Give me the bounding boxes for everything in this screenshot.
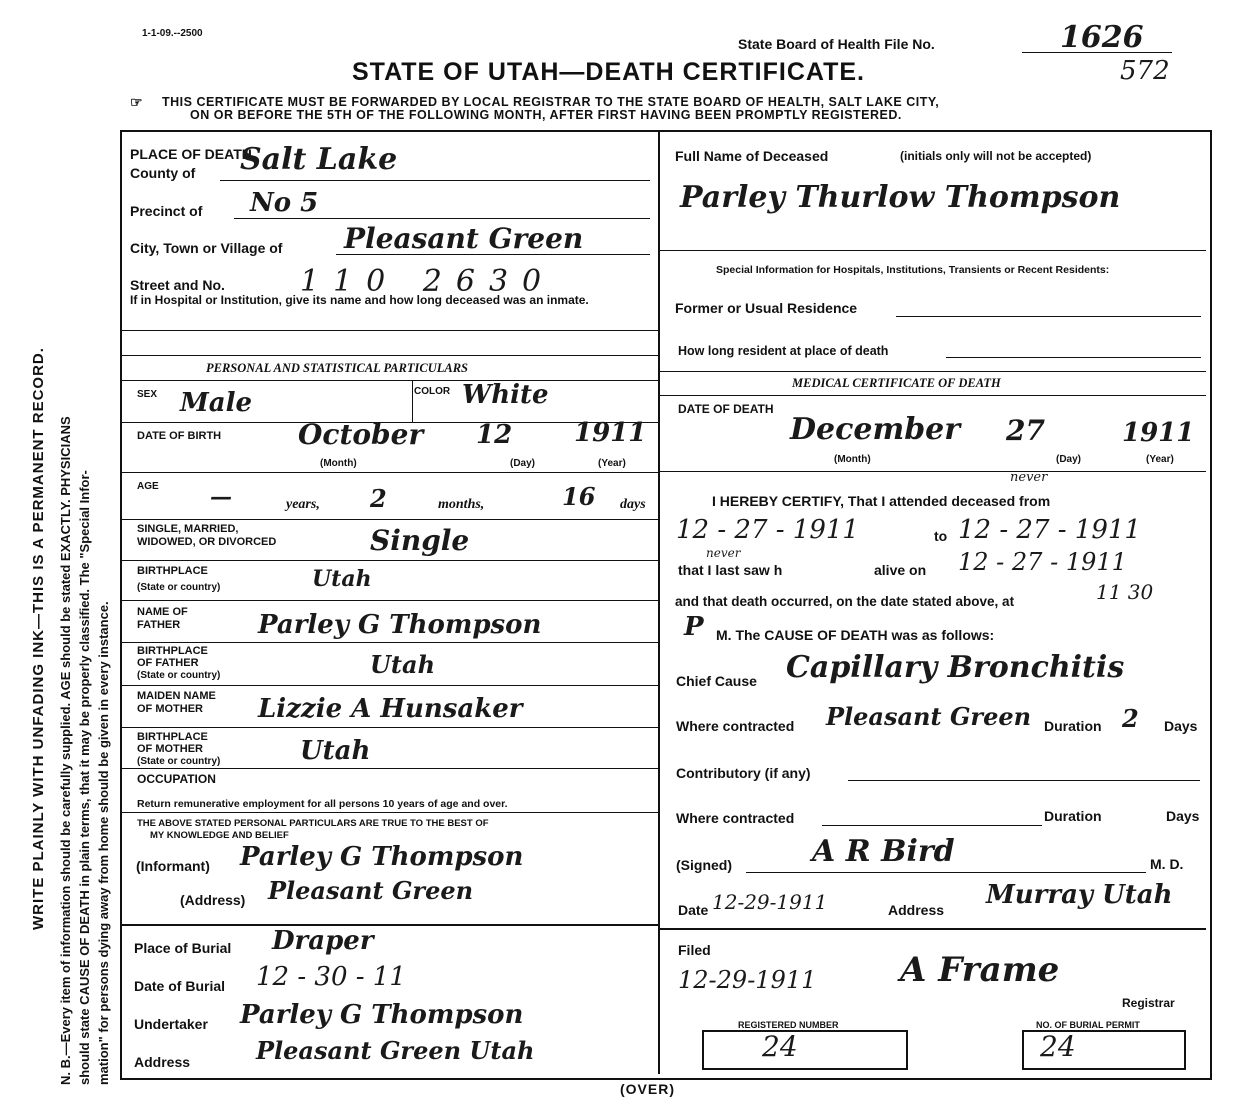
- county-value: Salt Lake: [240, 142, 398, 177]
- last-saw-never-note: never: [706, 546, 741, 560]
- undertaker-address-label: Address: [134, 1054, 191, 1070]
- registrar-label: Registrar: [1122, 996, 1175, 1010]
- marital-value: Single: [370, 524, 470, 557]
- age-months-caption: months,: [438, 497, 485, 512]
- dob-year: 1911: [574, 418, 647, 448]
- attended-to-date: 12 - 27 - 1911: [958, 515, 1141, 545]
- certificate-date-label: Date: [678, 902, 709, 918]
- alive-on-label: alive on: [874, 562, 927, 578]
- registered-number-box: [702, 1030, 908, 1070]
- death-date-label: DATE OF DEATH: [678, 402, 774, 416]
- registered-number: 24: [762, 1030, 798, 1063]
- physician-signature: A R Bird: [812, 834, 955, 869]
- certify-never-note: never: [1010, 470, 1048, 485]
- time-of-death: 11 30: [1096, 580, 1154, 604]
- certificate-date: 12-29-1911: [712, 890, 828, 914]
- age-label: AGE: [137, 481, 159, 492]
- former-residence-label: Former or Usual Residence: [675, 300, 858, 316]
- father-label-1: NAME OF: [137, 606, 188, 618]
- birthplace-state-caption: (State or country): [137, 582, 221, 593]
- deceased-name: Parley Thurlow Thompson: [680, 180, 1121, 215]
- duration-2-days-label: Days: [1166, 808, 1200, 824]
- how-long-label: How long resident at place of death: [678, 344, 889, 358]
- over-label: (OVER): [620, 1081, 675, 1097]
- attestation-line-1: THE ABOVE STATED PERSONAL PARTICULARS ARE TRUE TO THE BEST OF: [137, 818, 489, 829]
- deceased-name-note: (initials only will not be accepted): [900, 149, 1092, 163]
- age-days: 16: [562, 482, 596, 511]
- father-label-2: FATHER: [137, 619, 181, 631]
- informant-label: (Informant): [136, 858, 210, 874]
- precinct-value: No 5: [250, 188, 319, 218]
- dob-label: DATE OF BIRTH: [137, 430, 222, 442]
- death-day: 27: [1006, 414, 1045, 447]
- registrar-signature: A Frame: [900, 950, 1060, 990]
- hospital-note: If in Hospital or Institution, give its name and how long deceased was an inmate.: [130, 293, 589, 307]
- sex-label: SEX: [137, 389, 158, 400]
- form-code: 1-1-09.--2500: [142, 28, 203, 39]
- death-year: 1911: [1122, 418, 1195, 448]
- side-note-line-4: mation" for persons dying away from home should be given in every instance.: [96, 601, 111, 1085]
- age-years-caption: years,: [286, 497, 320, 512]
- father-birthplace-state-caption: (State or country): [137, 670, 221, 681]
- to-label: to: [934, 528, 948, 544]
- death-month-caption: (Month): [834, 454, 871, 465]
- medical-heading: MEDICAL CERTIFICATE OF DEATH: [792, 376, 1001, 390]
- dob-day: 12: [476, 420, 513, 450]
- death-occurred-label: and that death occurred, on the date stated above, at: [675, 594, 1015, 609]
- death-month: December: [790, 412, 961, 447]
- duration-label: Duration: [1044, 718, 1102, 734]
- marital-label-2: WIDOWED, OR DIVORCED: [137, 536, 277, 548]
- deceased-name-label: Full Name of Deceased: [675, 148, 829, 164]
- filed-date: 12-29-1911: [678, 966, 817, 994]
- side-note-permanent-record: WRITE PLAINLY WITH UNFADING INK—THIS IS A PERMANENT RECORD.: [30, 347, 47, 930]
- mother-birthplace: Utah: [300, 736, 371, 766]
- alive-on-date: 12 - 27 - 1911: [958, 548, 1127, 576]
- informant-address: Pleasant Green: [268, 876, 474, 905]
- side-note-line-2: N. B.—Every item of information should be carefully supplied. AGE should be stated EXACTLY. PHYSICIANS: [58, 416, 73, 1085]
- instruction-line-1: THIS CERTIFICATE MUST BE FORWARDED BY LOCAL REGISTRAR TO THE STATE BOARD OF HEALTH, SALT LAKE CITY,: [162, 95, 940, 109]
- burial-date-label: Date of Burial: [134, 978, 226, 994]
- file-number-label: State Board of Health File No.: [738, 36, 935, 52]
- burial-permit-number: 24: [1040, 1030, 1076, 1063]
- street-label: Street and No.: [130, 277, 225, 293]
- marital-label-1: SINGLE, MARRIED,: [137, 523, 239, 535]
- cause-heading-label: M. The CAUSE OF DEATH was as follows:: [716, 627, 995, 643]
- physician-address-label: Address: [888, 902, 945, 918]
- chief-cause-value: Capillary Bronchitis: [786, 650, 1125, 685]
- place-of-death-heading: PLACE OF DEATH: [130, 146, 252, 162]
- md-label: M. D.: [1150, 856, 1184, 872]
- pointing-hand-icon: ☞: [130, 94, 143, 110]
- occupation-label: OCCUPATION: [137, 772, 216, 786]
- undertaker-address: Pleasant Green Utah: [256, 1036, 535, 1065]
- last-saw-label: that I last saw h: [678, 562, 783, 578]
- mother-label-2: OF MOTHER: [137, 703, 203, 715]
- precinct-label: Precinct of: [130, 203, 203, 219]
- contributory-label: Contributory (if any): [676, 765, 811, 781]
- burial-place-label: Place of Burial: [134, 940, 232, 956]
- death-day-caption: (Day): [1056, 454, 1082, 465]
- secondary-number: 572: [1120, 56, 1170, 86]
- side-note-line-3: should state CAUSE OF DEATH in plain terms, that it may be properly classified. The "Special Infor-: [77, 470, 92, 1085]
- color-label: COLOR: [414, 386, 451, 397]
- am-pm-value: P: [684, 612, 704, 642]
- birthplace-label: BIRTHPLACE: [137, 565, 208, 577]
- duration-days-label: Days: [1164, 718, 1198, 734]
- dob-month-caption: (Month): [320, 458, 357, 469]
- birthplace-value: Utah: [312, 566, 372, 592]
- county-label: County of: [130, 165, 196, 181]
- mother-label-1: MAIDEN NAME: [137, 690, 216, 702]
- age-days-caption: days: [620, 497, 646, 512]
- instruction-line-2: ON OR BEFORE THE 5TH OF THE FOLLOWING MONTH, AFTER FIRST HAVING BEEN PROMPTLY REGISTERED.: [190, 108, 902, 122]
- mother-birthplace-state-caption: (State or country): [137, 756, 221, 767]
- occupation-note: Return remunerative employment for all persons 10 years of age and over.: [137, 798, 508, 810]
- age-years: —: [210, 484, 232, 510]
- duration-value: 2: [1122, 704, 1139, 733]
- where-contracted-value: Pleasant Green: [826, 702, 1032, 731]
- certify-text: I HEREBY CERTIFY, That I attended deceased from: [712, 493, 1051, 509]
- informant-name: Parley G Thompson: [240, 842, 524, 872]
- dob-day-caption: (Day): [510, 458, 536, 469]
- city-value: Pleasant Green: [344, 222, 584, 255]
- burial-date: 12 - 30 - 11: [256, 962, 406, 992]
- where-contracted-2-label: Where contracted: [676, 810, 795, 826]
- father-name: Parley G Thompson: [258, 610, 542, 640]
- mother-birthplace-label-2: OF MOTHER: [137, 743, 203, 755]
- page-title: STATE OF UTAH—DEATH CERTIFICATE.: [352, 58, 865, 86]
- father-birthplace: Utah: [370, 650, 436, 679]
- father-birthplace-label-1: BIRTHPLACE: [137, 645, 208, 657]
- registered-number-label: REGISTERED NUMBER: [738, 1020, 839, 1030]
- signed-label: (Signed): [676, 857, 732, 873]
- city-label: City, Town or Village of: [130, 240, 283, 256]
- age-months: 2: [370, 484, 387, 513]
- dob-month: October: [298, 418, 424, 451]
- filed-label: Filed: [678, 942, 711, 958]
- street-value: 110 2630: [300, 264, 556, 299]
- informant-address-label: (Address): [180, 892, 246, 908]
- death-year-caption: (Year): [1146, 454, 1174, 465]
- burial-permit-label: NO. OF BURIAL PERMIT: [1036, 1020, 1140, 1030]
- chief-cause-label: Chief Cause: [676, 673, 757, 689]
- duration-2-label: Duration: [1044, 808, 1102, 824]
- undertaker-name: Parley G Thompson: [240, 1000, 524, 1030]
- personal-heading: PERSONAL AND STATISTICAL PARTICULARS: [206, 361, 468, 375]
- undertaker-label: Undertaker: [134, 1016, 208, 1032]
- attestation-line-2: MY KNOWLEDGE AND BELIEF: [150, 830, 289, 841]
- dob-year-caption: (Year): [598, 458, 626, 469]
- file-number: 1626: [1060, 20, 1144, 55]
- sex-value: Male: [180, 388, 253, 418]
- special-info-heading: Special Information for Hospitals, Institutions, Transients or Recent Residents:: [716, 264, 1110, 276]
- father-birthplace-label-2: OF FATHER: [137, 657, 199, 669]
- mother-name: Lizzie A Hunsaker: [258, 694, 523, 724]
- attended-from-date: 12 - 27 - 1911: [676, 515, 859, 545]
- physician-address: Murray Utah: [986, 880, 1173, 910]
- color-value: White: [462, 380, 549, 410]
- burial-place: Draper: [272, 926, 374, 956]
- where-contracted-label: Where contracted: [676, 718, 795, 734]
- mother-birthplace-label-1: BIRTHPLACE: [137, 731, 208, 743]
